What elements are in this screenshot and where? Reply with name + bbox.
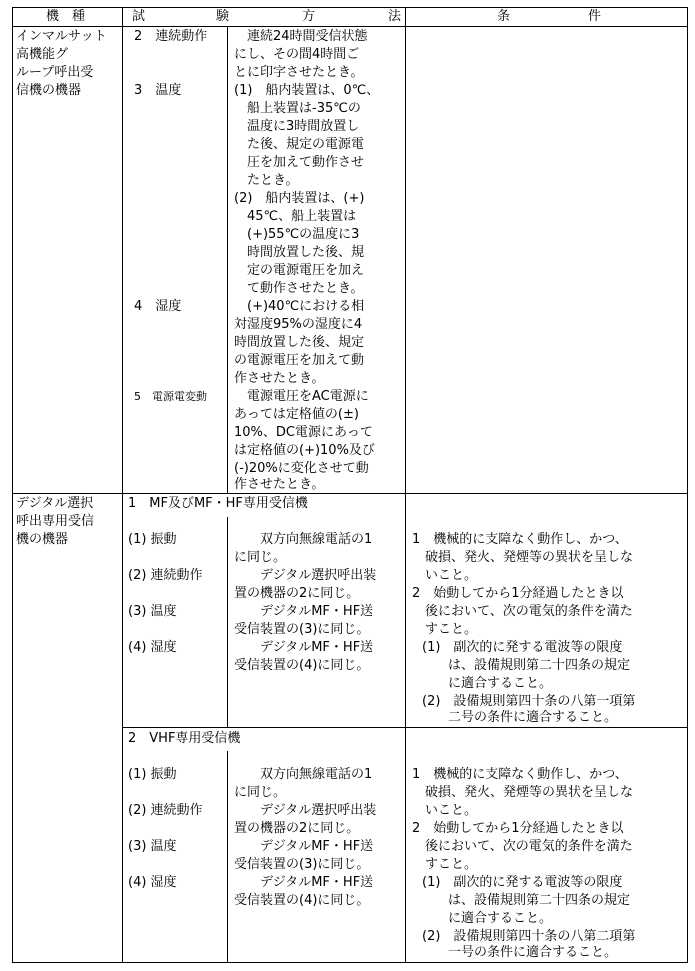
- sub1-condition-line: 二号の条件に適合すること。: [422, 710, 618, 725]
- table-border-bottom: [12, 962, 687, 963]
- sub2-desc-line: に同じ。: [234, 785, 287, 800]
- section1-desc-line: (2) 船内装置は、(+): [234, 191, 365, 206]
- section1-desc-line: (-)20%に変化させて動: [234, 461, 369, 476]
- sub1-condition-line: 1 機械的に支障なく動作し、かつ、: [412, 532, 628, 547]
- section2-kind-line: 機の機器: [16, 532, 69, 547]
- sub1-desc-line: 受信装置の(4)に同じ。: [234, 658, 370, 673]
- section1-desc-line: 対湿度95%の湿度に4: [234, 317, 363, 332]
- sub2-desc-line: 受信装置の(4)に同じ。: [234, 893, 370, 908]
- section1-desc-line: の電源電圧を加えて動: [234, 353, 365, 368]
- sub1-desc-line: デジタルMF・HF送: [234, 604, 374, 619]
- section1-item-label: 4 湿度: [134, 299, 182, 314]
- sub1-desc-line: に同じ。: [234, 550, 287, 565]
- sub2-condition-line: すこと。: [412, 857, 478, 872]
- section1-desc-line: とに印字させたとき。: [234, 65, 364, 80]
- section1-desc-line: (+)40℃における相: [234, 299, 365, 314]
- sub2-desc-line: デジタル選択呼出装: [234, 803, 377, 818]
- sub1-desc-line: 置の機器の2に同じ。: [234, 586, 360, 601]
- section1-desc-line: 作させたとき。: [234, 371, 325, 386]
- section1-desc-line: 温度に3時間放置し: [234, 119, 360, 134]
- column-divider-kind: [122, 7, 123, 963]
- sub1-condition-line: に適合すること。: [422, 676, 553, 691]
- section1-desc-line: あっては定格値の(±): [234, 407, 359, 422]
- sub1-desc-line: デジタル選択呼出装: [234, 568, 377, 583]
- sub2-condition-line: 2 始動してから1分経過したとき以: [412, 821, 624, 836]
- section1-desc-line: 時間放置した後、規定: [234, 335, 365, 350]
- sub1-condition-line: 2 始動してから1分経過したとき以: [412, 586, 624, 601]
- sub2-condition-line: は、設備規則第二十四条の規定: [422, 893, 631, 908]
- sub2-condition-line: (1) 副次的に発する電波等の限度: [422, 875, 623, 890]
- section1-desc-line: は定格値の(+)10%及び: [234, 443, 375, 458]
- header-method-char: 験: [216, 9, 230, 24]
- section1-desc-line: 電源電圧をAC電源に: [234, 389, 369, 404]
- table-border-right: [687, 7, 688, 963]
- table-border-top: [12, 7, 687, 8]
- sub1-condition-line: (2) 設備規則第四十条の八第一項第: [422, 694, 636, 709]
- sub2-item-label: (4) 湿度: [128, 875, 177, 890]
- section1-desc-line: (+)55℃の温度に3: [234, 227, 360, 242]
- section1-desc-line: 圧を加えて動作させ: [234, 155, 365, 170]
- sub1-condition-line: すこと。: [412, 622, 478, 637]
- sub2-item-label: (3) 温度: [128, 839, 177, 854]
- section1-kind-line: 高機能グ: [16, 47, 69, 62]
- section-divider: [12, 493, 687, 494]
- section1-desc-line: 45℃、船上装置は: [234, 209, 357, 224]
- sub1-condition-line: は、設備規則第二十四条の規定: [422, 658, 631, 673]
- sub2-condition-line: 一号の条件に適合すること。: [422, 945, 618, 960]
- sub2-condition-line: に適合すること。: [422, 911, 553, 926]
- header-method-char: 法: [388, 9, 402, 24]
- header-condition-char: 件: [588, 9, 602, 24]
- header-condition-char: 条: [497, 9, 511, 24]
- sub2-title: 2 VHF専用受信機: [128, 731, 241, 746]
- section1-desc-line: (1) 船内装置は、0℃、: [234, 83, 380, 98]
- sub1-item-label: (3) 温度: [128, 604, 177, 619]
- section1-desc-line: 定の電源電圧を加え: [234, 263, 365, 278]
- sub2-desc-line: デジタルMF・HF送: [234, 839, 374, 854]
- sub1-condition-line: 後において、次の電気的条件を満た: [412, 604, 633, 619]
- sub2-condition-line: 1 機械的に支障なく動作し、かつ、: [412, 767, 628, 782]
- sub2-desc-line: 置の機器の2に同じ。: [234, 821, 360, 836]
- table-border-left: [12, 7, 13, 963]
- sub1-condition-line: いこと。: [412, 568, 478, 583]
- sub2-item-label: (1) 振動: [128, 767, 177, 782]
- section1-kind-line: ループ呼出受: [16, 65, 94, 80]
- sub1-desc-line: デジタルMF・HF送: [234, 640, 374, 655]
- section1-desc-line: にし、その間4時間ご: [234, 47, 360, 62]
- sub1-title: 1 MF及びMF・HF専用受信機: [128, 496, 308, 511]
- header-method-char: 方: [302, 9, 316, 24]
- sub2-item-label: (2) 連続動作: [128, 803, 203, 818]
- section1-kind-line: インマルサット: [16, 29, 107, 44]
- section1-desc-line: 10%、DC電源にあって: [234, 425, 373, 440]
- sub1-desc-line: 受信装置の(3)に同じ。: [234, 622, 370, 637]
- column-divider-condition: [405, 7, 406, 963]
- section1-item-label: 3 温度: [134, 83, 182, 98]
- column-divider-label: [227, 26, 228, 494]
- sub2-condition-line: (2) 設備規則第四十条の八第二項第: [422, 929, 636, 944]
- sub2-condition-line: いこと。: [412, 803, 478, 818]
- section1-desc-line: 作させたとき。: [234, 477, 325, 492]
- section1-desc-line: 連続24時間受信状態: [234, 29, 368, 44]
- column-divider-label: [227, 517, 228, 727]
- section1-desc-line: て動作させたとき。: [234, 281, 364, 296]
- sub1-condition-line: 破損、発火、発煙等の異状を呈しな: [412, 550, 634, 565]
- section1-kind-line: 信機の機器: [16, 83, 82, 98]
- section1-desc-line: たとき。: [234, 173, 299, 188]
- sub1-item-label: (2) 連続動作: [128, 568, 203, 583]
- section2-kind-line: 呼出専用受信: [16, 514, 95, 529]
- section1-desc-line: 船上装置は-35℃の: [234, 101, 361, 116]
- header-method-char: 試: [132, 9, 146, 24]
- header-kind: 機 種: [46, 9, 86, 24]
- section1-desc-line: 時間放置した後、規: [234, 245, 365, 260]
- sub2-desc-line: 双方向無線電話の1: [234, 767, 373, 782]
- header-divider: [12, 26, 687, 27]
- sub2-condition-line: 後において、次の電気的条件を満た: [412, 839, 633, 854]
- sub2-desc-line: 受信装置の(3)に同じ。: [234, 857, 370, 872]
- sub1-condition-line: (1) 副次的に発する電波等の限度: [422, 640, 623, 655]
- section1-item-label: 2 連続動作: [134, 29, 208, 44]
- sub1-desc-line: 双方向無線電話の1: [234, 532, 373, 547]
- section1-item-label: 5 電源電変動: [134, 390, 207, 403]
- section1-desc-line: た後、規定の電源電: [234, 137, 365, 152]
- sub1-item-label: (1) 振動: [128, 532, 177, 547]
- sub2-condition-line: 破損、発火、発煙等の異状を呈しな: [412, 785, 634, 800]
- sub2-desc-line: デジタルMF・HF送: [234, 875, 374, 890]
- column-divider-label: [227, 751, 228, 963]
- sub1-item-label: (4) 湿度: [128, 640, 177, 655]
- section2-kind-line: デジタル選択: [16, 496, 94, 511]
